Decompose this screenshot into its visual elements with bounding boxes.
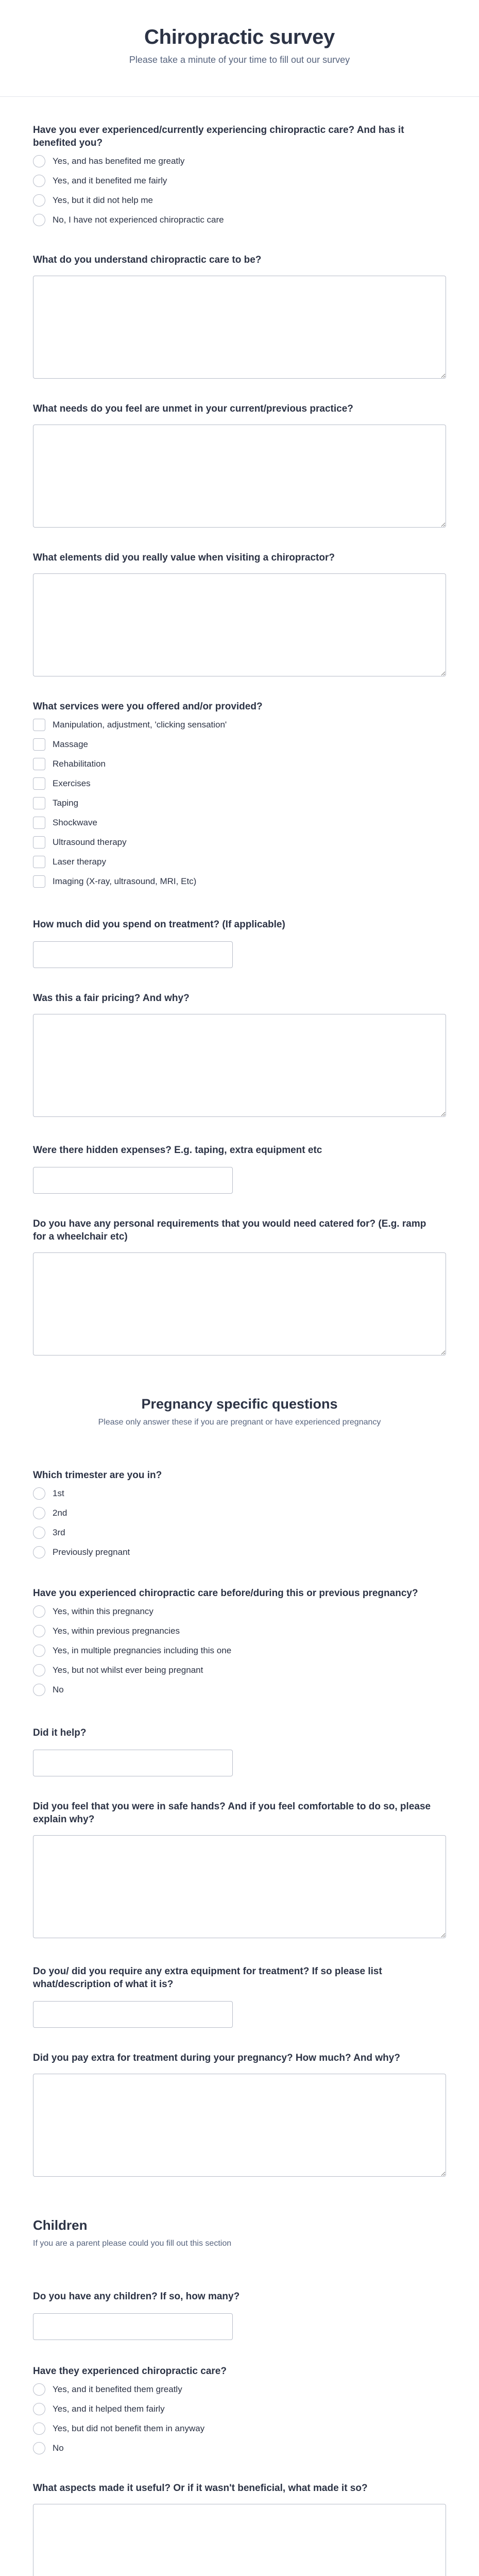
option-label: No (53, 1685, 64, 1694)
option-label: 2nd (53, 1508, 67, 1518)
hidden-expenses-input[interactable] (33, 1167, 233, 1194)
question-spend (33, 918, 446, 968)
radio-option[interactable] (33, 151, 446, 171)
question-have-children (33, 2290, 446, 2340)
radio-option[interactable] (33, 1680, 446, 1700)
did-it-help-input[interactable] (33, 1750, 233, 1776)
checkbox-option[interactable] (33, 715, 446, 735)
radio-button[interactable] (33, 1527, 45, 1539)
section-title: Pregnancy specific questions (141, 1396, 338, 1412)
radio-button[interactable] (33, 175, 45, 187)
radio-button[interactable] (33, 1684, 45, 1696)
question-label: Did you feel that you were in safe hands? And if you feel comfortable to do so, please explain why? (33, 1801, 431, 1825)
checkbox-option[interactable] (33, 872, 446, 891)
radio-button[interactable] (33, 1605, 45, 1618)
question-did-it-help (33, 1726, 446, 1776)
question-hidden-expenses (33, 1144, 446, 1194)
radio-option[interactable] (33, 1602, 446, 1621)
question-label: What aspects made it useful? Or if it wasn't beneficial, what made it so? (33, 2483, 368, 2494)
radio-button[interactable] (33, 1487, 45, 1500)
question-extra-equipment (33, 1965, 446, 2028)
extra-equipment-input[interactable] (33, 2001, 233, 2028)
question-label: Do you have any personal requirements that you would need catered for? (E.g. ramp for a wheelchair etc) (33, 1218, 426, 1242)
personal-requirements-textarea[interactable] (33, 1252, 446, 1355)
radio-option[interactable] (33, 1660, 446, 1680)
safe-hands-textarea[interactable] (33, 1835, 446, 1938)
option-label: Laser therapy (53, 857, 106, 867)
question-experience (33, 97, 446, 230)
option-label: Exercises (53, 778, 91, 788)
checkbox-option[interactable] (33, 793, 446, 813)
option-label: Ultrasound therapy (53, 837, 127, 847)
radio-button[interactable] (33, 2403, 45, 2415)
radio-option[interactable] (33, 2399, 446, 2419)
question-label: Have you ever experienced/currently experiencing chiropractic care? And has it benefited you? (33, 125, 404, 148)
radio-option[interactable] (33, 171, 446, 191)
option-label: Yes, within previous pregnancies (53, 1626, 180, 1636)
checkbox-option[interactable] (33, 813, 446, 833)
checkbox-option[interactable] (33, 774, 446, 793)
question-label: What services were you offered and/or provided? (33, 701, 263, 712)
question-useful-aspects (33, 2482, 446, 2576)
understanding-textarea[interactable] (33, 276, 446, 379)
checkbox[interactable] (33, 856, 45, 868)
question-label: What do you understand chiropractic care to be? (33, 255, 262, 265)
radio-option[interactable] (33, 2419, 446, 2438)
question-personal-requirements (33, 1217, 446, 1355)
radio-option[interactable] (33, 210, 446, 230)
children-count-input[interactable] (33, 2313, 233, 2340)
radio-button[interactable] (33, 2442, 45, 2454)
radio-button[interactable] (33, 214, 45, 226)
option-label: Yes, but did not benefit them in anyway (53, 2424, 205, 2433)
checkbox-option[interactable] (33, 735, 446, 754)
question-services (33, 700, 446, 891)
checkbox[interactable] (33, 777, 45, 790)
option-label: 1st (53, 1488, 64, 1498)
radio-option[interactable] (33, 1621, 446, 1641)
radio-button[interactable] (33, 155, 45, 167)
option-label: Yes, and has benefited me greatly (53, 156, 185, 166)
checkbox-option[interactable] (33, 852, 446, 872)
question-label: Did it help? (33, 1727, 87, 1738)
checkbox[interactable] (33, 836, 45, 849)
valued-elements-textarea[interactable] (33, 573, 446, 676)
option-label: Imaging (X-ray, ultrasound, MRI, Etc) (53, 876, 197, 886)
unmet-needs-textarea[interactable] (33, 425, 446, 528)
option-label: Shockwave (53, 818, 97, 827)
checkbox[interactable] (33, 738, 45, 751)
option-label: 3rd (53, 1528, 65, 1537)
option-label: Yes, but not whilst ever being pregnant (53, 1665, 203, 1675)
question-label: Do you have any children? If so, how many? (33, 2291, 240, 2302)
option-label: Massage (53, 739, 88, 749)
question-label: What elements did you really value when visiting a chiropractor? (33, 552, 335, 563)
option-label: Manipulation, adjustment, 'clicking sensation' (53, 720, 227, 730)
radio-button[interactable] (33, 1507, 45, 1519)
question-valued-elements (33, 551, 446, 676)
pay-extra-textarea[interactable] (33, 2074, 446, 2177)
question-safe-hands (33, 1800, 446, 1938)
radio-button[interactable] (33, 2383, 45, 2396)
question-understanding (33, 253, 446, 379)
option-label: Yes, but it did not help me (53, 195, 153, 205)
radio-option[interactable] (33, 191, 446, 210)
section-subtitle: If you are a parent please could you fill out this section (33, 2239, 232, 2248)
form-subtitle: Please take a minute of your time to fill out our survey (129, 55, 350, 65)
option-label: Rehabilitation (53, 759, 106, 769)
radio-option[interactable] (33, 2438, 446, 2458)
option-label: Taping (53, 798, 79, 808)
question-label: Do you/ did you require any extra equipment for treatment? If so please list what/description of what it is? (33, 1966, 382, 1990)
radio-button[interactable] (33, 1645, 45, 1657)
radio-option[interactable] (33, 1503, 446, 1523)
question-pay-extra (33, 2052, 446, 2177)
question-label: What needs do you feel are unmet in your current/previous practice? (33, 403, 353, 414)
radio-option[interactable] (33, 1484, 446, 1503)
spend-input[interactable] (33, 941, 233, 968)
option-label: Yes, within this pregnancy (53, 1606, 153, 1616)
question-label: Have they experienced chiropractic care? (33, 2366, 227, 2377)
checkbox[interactable] (33, 875, 45, 888)
survey-form (0, 97, 479, 2576)
question-label: Did you pay extra for treatment during your pregnancy? How much? And why? (33, 2053, 400, 2063)
children-section-header (33, 2217, 446, 2249)
question-label: How much did you spend on treatment? (If applicable) (33, 919, 285, 930)
option-label: No, I have not experienced chiropractic care (53, 215, 224, 225)
pregnancy-section-header (33, 1396, 446, 1428)
question-label: Which trimester are you in? (33, 1470, 162, 1481)
radio-button[interactable] (33, 1664, 45, 1676)
section-title: Children (33, 2217, 88, 2233)
option-label: Previously pregnant (53, 1547, 130, 1557)
radio-option[interactable] (33, 1641, 446, 1660)
radio-option[interactable] (33, 1543, 446, 1562)
radio-button[interactable] (33, 1625, 45, 1637)
checkbox[interactable] (33, 817, 45, 829)
radio-button[interactable] (33, 1546, 45, 1558)
option-label: Yes, and it benefited them greatly (53, 2384, 182, 2394)
checkbox[interactable] (33, 797, 45, 809)
fair-pricing-textarea[interactable] (33, 1014, 446, 1117)
radio-option[interactable] (33, 2380, 446, 2399)
option-label: Yes, and it benefited me fairly (53, 176, 167, 185)
radio-button[interactable] (33, 194, 45, 207)
option-label: No (53, 2443, 64, 2453)
radio-option[interactable] (33, 1523, 446, 1543)
checkbox-option[interactable] (33, 754, 446, 774)
question-label: Was this a fair pricing? And why? (33, 993, 190, 1004)
question-label: Have you experienced chiropractic care before/during this or previous pregnancy? (33, 1588, 418, 1599)
form-header (0, 0, 479, 97)
question-children-care (33, 2365, 446, 2458)
question-label: Were there hidden expenses? E.g. taping, extra equipment etc (33, 1145, 322, 1156)
question-fair-pricing (33, 992, 446, 1117)
question-pregnancy-care (33, 1587, 446, 1700)
question-trimester (33, 1469, 446, 1562)
option-label: Yes, and it helped them fairly (53, 2404, 165, 2414)
question-unmet-needs (33, 402, 446, 528)
useful-aspects-textarea[interactable] (33, 2504, 446, 2576)
checkbox[interactable] (33, 758, 45, 770)
radio-button[interactable] (33, 2422, 45, 2435)
checkbox-option[interactable] (33, 833, 446, 852)
option-label: Yes, in multiple pregnancies including this one (53, 1646, 232, 1655)
form-title: Chiropractic survey (144, 26, 335, 48)
checkbox[interactable] (33, 719, 45, 731)
section-subtitle: Please only answer these if you are pregnant or have experienced pregnancy (98, 1418, 381, 1427)
